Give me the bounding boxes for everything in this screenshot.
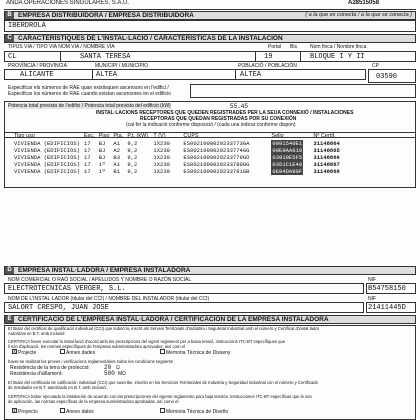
table-caption-3: (cal fer la indicació conforme disposició / (cada una indicar conforme dispon)	[126, 122, 296, 128]
table-header-row	[12, 133, 351, 140]
proves-line: haver-se realitzat les proves i verificacions reglamentàries sobre les condicions següents	[8, 359, 173, 364]
table-row	[12, 140, 351, 147]
cp-value: 03590	[376, 73, 398, 81]
column-header: P.t. (kW)	[127, 133, 149, 139]
portal-value: 19	[264, 53, 273, 61]
cups-cell: ES0021000020233780GG	[183, 161, 250, 168]
option-anexo-label: Anexo datos	[66, 409, 94, 415]
column-header: Pta.	[113, 133, 124, 139]
option-projecte[interactable]	[12, 350, 36, 356]
sello-cell	[269, 154, 311, 161]
reference-code: A28515058	[348, 0, 380, 6]
section-e-title: CERTIFICACIÓ DE L'EMPRESA INSTAL·LADORA / CERTIFICACIÓN DE LA EMPRESA INSTALADORA	[18, 316, 329, 323]
table-row	[12, 161, 351, 168]
option-annex[interactable]	[60, 350, 95, 356]
nif-value: B54758150	[368, 285, 406, 293]
certificado-cell: 31148865	[313, 147, 340, 154]
section-d-letter: D	[5, 267, 14, 274]
divider	[4, 9, 416, 10]
column-header: Piso	[98, 133, 110, 139]
option-memoria-es-label: Memoria Técnica de Diseño	[166, 409, 229, 415]
section-d-title: EMPRESA INSTAL·LADORA / EMPRESA INSTALADORA	[18, 267, 191, 274]
certifica-es-line-1: CERTIFICA haber ejecutado la instalación de acuerdo con las prescripciones del vigente reglamento para baja tensión, instrucciones ITC-BT específicas que le son	[8, 394, 312, 399]
section-e-letter: E	[5, 316, 14, 323]
esc-cell: 17	[84, 140, 91, 147]
municipio-value: ALTEA	[96, 71, 118, 79]
installations-table	[12, 133, 351, 175]
section-c-header	[4, 34, 416, 43]
certifica-ca-line-1: CERTIFICA haver executat la instal·lació d'acord amb les prescripcions del vigent reglament per a baixa tensió, instruccions ITC-BT específiques que	[8, 339, 286, 344]
via-tipo-value: CL	[8, 53, 17, 61]
potencia-cell: 9,2	[127, 140, 138, 147]
section-d-header	[4, 266, 416, 275]
piso-cell: 1º	[98, 161, 106, 168]
ohm-unit: Ω	[116, 365, 120, 371]
potencia-value: 55.45	[230, 103, 249, 110]
location-row-box	[4, 69, 366, 80]
ascensor-box	[190, 84, 416, 98]
sello-value: 0351C1E40	[272, 161, 303, 168]
esc-cell: 17	[84, 154, 91, 161]
distribuidora-box	[4, 20, 416, 32]
certificado-cell: 31148867	[313, 161, 340, 168]
certificado-cell: 31148864	[313, 140, 340, 147]
table-row	[12, 154, 351, 161]
cups-cell: ES0021000020233773GA	[183, 140, 250, 147]
column-header: CUPS	[183, 133, 199, 139]
tension-cell: 1X230	[153, 147, 170, 154]
poblacion-value: ALTEA	[240, 71, 262, 79]
section-c-title: CARACTERÍSTIQUES DE L'INSTAL·LACIÓ / CARACTERÍSTICAS DE LA INSTALACIÓN	[18, 35, 283, 42]
divider	[300, 51, 301, 62]
potencia-cell: 9,2	[127, 147, 138, 154]
nif2-value: 21411445D	[368, 304, 406, 312]
piso-cell: BJ	[98, 147, 106, 154]
potencia-cell: 9,2	[127, 154, 138, 161]
sello-value: 0091540E1	[272, 140, 303, 147]
potencia-cell: 9,2	[127, 161, 138, 168]
table-caption-1: INSTAL·LACIONS RECEPTORES QUE QUEDEN REGISTRADES PER LA SEUA CONNEXIÓ / INSTALACIONES	[96, 110, 354, 116]
instalador-value: SALORT CRESPO, JUAN JOSE	[8, 304, 109, 312]
megohm-unit: MΩ	[118, 371, 126, 377]
ascensor-line-1: Especificar els números de RAE quan existisquen ascensors en l'edifici /	[8, 85, 169, 91]
bis-label: Bis	[290, 44, 297, 50]
potencia-label: Potencia total prevista de l'edifici / Potencia total prevista del edificio (kW)	[8, 103, 171, 109]
via-label: TIPUS VIA / TIPO VIA NOM VIA / NOMBRE VÍA	[8, 44, 115, 50]
provincia-label: PROVÍNCIA / PROVINCIA	[8, 63, 67, 69]
table-caption-2: RECEPTORAS QUE QUEDAN REGISTRADAS POR SU CONEXIÓN	[140, 116, 297, 122]
sello-cell	[269, 161, 311, 168]
aislamiento-value: 500	[104, 370, 115, 377]
sello-value: 03910E5F5	[272, 154, 303, 161]
sello-cell	[269, 147, 311, 154]
cp-label: CP	[372, 63, 379, 69]
empresa-value: ELECTROTECNICAS VERGER, S.L.	[8, 285, 126, 293]
certificacion-es-line-2: de Instalador en B.T. autorizado en B.T. amb inclusió:	[8, 385, 107, 390]
instalador-label: NOM DE L'INSTAL·LADOR (titular del CCI) / NOMBRE DEL INSTALADOR (titular del CCI)	[8, 296, 210, 302]
puerta-cell: B1	[113, 168, 121, 175]
cups-cell: ES0021000020233781GB	[183, 168, 250, 175]
esc-cell: 17	[84, 161, 91, 168]
checkbox-anexo[interactable]	[60, 408, 65, 413]
tipo-uso-cell: VIVIENDA (EDIFICIOS)	[14, 161, 81, 168]
tension-cell: 1X230	[153, 168, 170, 175]
puerta-cell: A1	[113, 161, 121, 168]
certificado-cell: 31148866	[313, 154, 340, 161]
certificado-cell: 31148868	[313, 168, 340, 175]
option-anexo[interactable]	[60, 409, 94, 415]
resistencia-label: Resistència de la terra de protecció:	[10, 365, 90, 371]
tension-cell: 1X230	[153, 140, 170, 147]
section-c-letter: C	[5, 35, 14, 42]
empresa-label: NOM COMERCIAL O RAÓ SOCIAL / APELLIDOS Y NOMBRE O RAZÓN SOCIAL	[8, 277, 192, 283]
section-b-header	[4, 11, 416, 20]
section-e-header	[4, 315, 416, 324]
column-header: Sello	[271, 133, 284, 139]
municipio-label: MUNICIPI / MUNICIPIO	[95, 63, 149, 69]
ascensor-line-2: Especificar los números de RAE cuando existan ascensores en el edificio	[8, 91, 171, 97]
piso-cell: BJ	[98, 140, 106, 147]
sello-cell	[269, 168, 311, 175]
option-memoria-label: Memoria Tècnica de Disseny	[166, 350, 231, 356]
table-row	[12, 147, 351, 154]
divider	[255, 51, 256, 62]
cups-cell: ES0021000020233774GG	[183, 147, 250, 154]
column-header: Tipo uso	[14, 133, 35, 139]
provincia-value: ALICANTE	[20, 71, 54, 79]
sello-value: 00E9AA610	[272, 147, 303, 154]
piso-cell: 1º	[98, 168, 106, 175]
divider	[60, 51, 61, 62]
via-nombre-value: SANTA TERESA	[80, 53, 131, 61]
potencia-cell: 9,2	[127, 168, 138, 175]
sello-value: 0E84DA80F	[272, 168, 303, 175]
option-memoria[interactable]	[160, 350, 230, 356]
company-line: ANDA OPERACIONES SINGULARES, S.A.U.	[6, 0, 130, 6]
option-proyecto[interactable]	[12, 409, 38, 415]
table-row	[12, 168, 351, 175]
column-header: T (V)	[153, 133, 166, 139]
column-header: Nº Certif.	[313, 133, 336, 139]
nif2-label: NIF	[368, 296, 377, 302]
certificacion-ca-line-2: Autoritzat en B.T. amb inclusió:	[8, 331, 66, 336]
sello-cell	[269, 140, 311, 147]
portal-label: Portal	[268, 44, 282, 50]
tension-cell: 1X230	[153, 154, 170, 161]
puerta-cell: B3	[113, 154, 121, 161]
certificacion-ca-line-1: El titular del certificat de qualificació individual (CCI) que subscriu, inscrit als Serveis Territorials d'Indústria i Seguretat Industrial amb el número y Certificat d'instal·lador	[8, 326, 320, 331]
finca-value: BLOQUE I Y II	[310, 53, 365, 61]
checkbox-annex[interactable]	[60, 349, 65, 354]
nom-finca-label: Nom finca / Nombre finca	[310, 44, 367, 50]
certifica-es-line-2: de aplicación, las normas específicas de la empresa suministradora aprobadas, así como el	[8, 399, 179, 404]
esc-cell: 17	[84, 168, 91, 175]
option-annex-label: Annex dades	[66, 350, 96, 356]
resistencia-value: 20	[104, 364, 112, 371]
option-projecte-label: Projecte	[18, 350, 37, 356]
piso-cell: BJ	[98, 154, 106, 161]
checkbox-memoria[interactable]	[160, 349, 165, 354]
poblacion-label: POBLACIÓ / POBLACIÓN	[238, 63, 297, 69]
checkbox-proyecto[interactable]: x	[13, 408, 16, 415]
tipo-uso-cell: VIVIENDA (EDIFICIOS)	[14, 147, 81, 154]
esc-cell: 17	[84, 147, 91, 154]
cups-cell: ES0021000020233779GD	[183, 154, 250, 161]
divider	[235, 69, 236, 80]
tipo-uso-cell: VIVIENDA (EDIFICIOS)	[14, 168, 81, 175]
distribuidora-value: IBERDROLA	[8, 22, 46, 30]
section-b-title: EMPRESA DISTRIBUIDORA / EMPRESA DISTRIBUIDORA	[18, 12, 194, 19]
section-b-letter: B	[5, 12, 14, 19]
column-header: Esc.	[84, 133, 95, 139]
puerta-cell: A2	[113, 147, 121, 154]
section-b-note: ( a la que es conecta / a la que se conecta )	[305, 12, 412, 18]
nif-label: NIF	[368, 277, 377, 283]
divider	[92, 69, 93, 80]
checkbox-memoria-es[interactable]	[160, 408, 165, 413]
certifica-ca-line-2: li són d'aplicació, les normes específiques de l'empresa subministradora aprovades, així com el	[8, 344, 185, 349]
tipo-uso-cell: VIVIENDA (EDIFICIOS)	[14, 140, 81, 147]
tipo-uso-cell: VIVIENDA (EDIFICIOS)	[14, 154, 81, 161]
puerta-cell: A1	[113, 140, 121, 147]
option-memoria-es[interactable]	[160, 409, 228, 415]
aislamiento-label: Resistència d'aïllament:	[10, 371, 63, 377]
tension-cell: 1X230	[153, 161, 170, 168]
option-proyecto-label: Proyecto	[18, 409, 38, 415]
certificacion-es-line-1: El titular del certificado de calificación individual (CCI) que suscribe, inscrito en los Servicios Territoriales de Industria y Seguridad Industrial con el número y Certificado	[8, 380, 318, 385]
checkbox-projecte[interactable]: x	[13, 349, 16, 356]
